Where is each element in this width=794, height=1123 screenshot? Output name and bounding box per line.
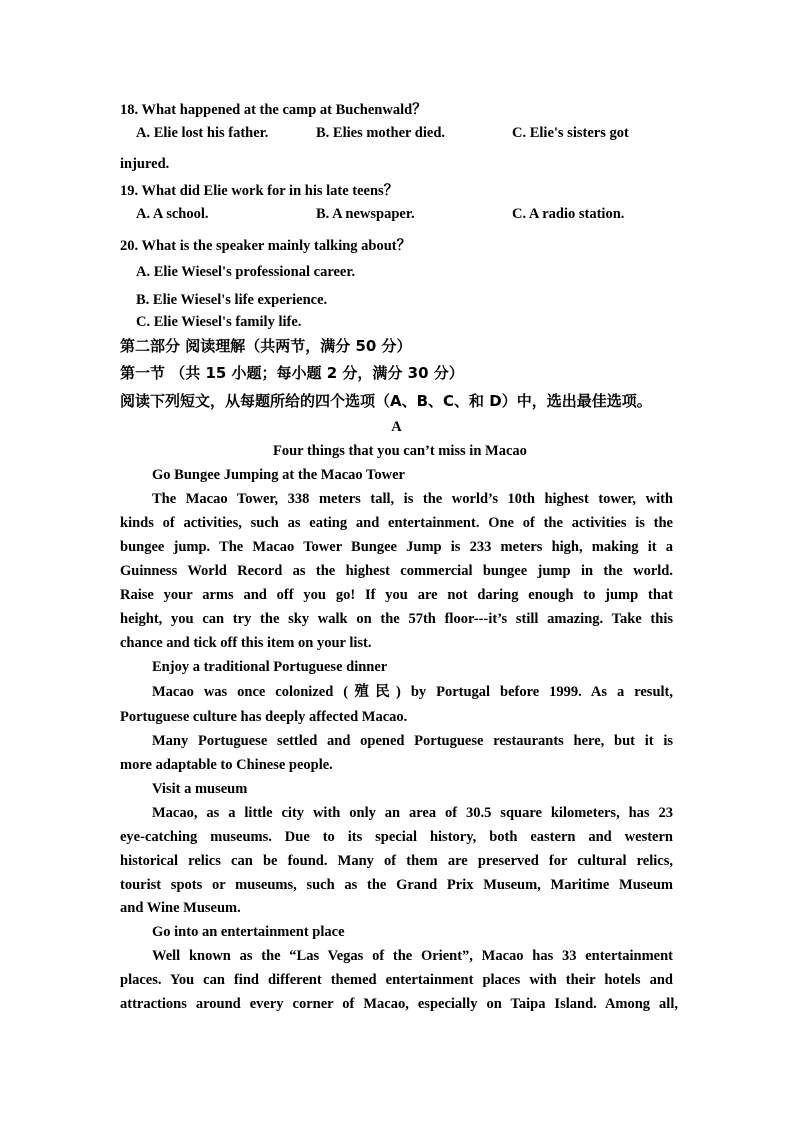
passage-line: Many Portuguese settled and opened Portuguese restaurants here, but it is — [152, 733, 673, 749]
passage-line: The Macao Tower, 338 meters tall, is the world’s 10th highest tower, with — [152, 491, 673, 507]
section-instruction: 阅读下列短文，从每题所给的四个选项（A、B、C、和 D）中，选出最佳选项。 — [120, 392, 652, 410]
passage-line: Guinness World Record as the highest commercial bungee jump in the world. — [120, 563, 673, 579]
question-18-option-c: C. Elie's sisters got — [512, 125, 629, 141]
passage-line: and Wine Museum. — [120, 900, 241, 916]
heading-entertainment: Go into an entertainment place — [152, 924, 345, 940]
passage-line: Well known as the “Las Vegas of the Orient”, Macao has 33 entertainment — [152, 948, 673, 964]
question-19-option-c: C. A radio station. — [512, 206, 625, 222]
question-19-option-a: A. A school. — [136, 206, 209, 222]
heading-dinner: Enjoy a traditional Portuguese dinner — [152, 659, 388, 675]
section-sub-title: 第一节 （共 15 小题；每小题 2 分，满分 30 分） — [120, 364, 464, 382]
passage-line: bungee jump. The Macao Tower Bungee Jump is 233 meters high, making it a — [120, 539, 673, 555]
passage-line: Raise your arms and off you go! If you are not daring enough to jump that — [120, 587, 673, 603]
question-18-option-b: B. Elies mother died. — [316, 125, 446, 141]
passage-line: height, you can try the sky walk on the 57th floor---it’s still amazing. Take this — [120, 611, 673, 627]
question-18-option-c-continuation: injured. — [120, 156, 170, 172]
passage-line: places. You can find different themed entertainment places with their hotels and — [120, 972, 673, 988]
passage-line: Macao was once colonized (殖民) by Portugal before 1999. As a result, — [152, 684, 673, 700]
passage-line: historical relics can be found. Many of them are preserved for cultural relics, — [120, 853, 673, 869]
question-18-stem: 18. What happened at the camp at Buchenwald？ — [120, 102, 427, 118]
passage-line: chance and tick off this item on your list. — [120, 635, 372, 651]
question-20-option-c: C. Elie Wiesel's family life. — [136, 314, 302, 330]
question-20-option-b: B. Elie Wiesel's life experience. — [136, 292, 328, 308]
question-20-stem: 20. What is the speaker mainly talking about？ — [120, 238, 412, 254]
heading-museum: Visit a museum — [152, 781, 248, 797]
question-19-stem: 19. What did Elie work for in his late teens？ — [120, 183, 399, 199]
question-18-option-a: A. Elie lost his father. — [136, 125, 269, 141]
passage-line: tourist spots or museums, such as the Grand Prix Museum, Maritime Museum — [120, 877, 673, 893]
section-part-title: 第二部分 阅读理解（共两节，满分 50 分） — [120, 337, 412, 355]
passage-label: A — [391, 419, 402, 435]
passage-line: Portuguese culture has deeply affected Macao. — [120, 709, 408, 725]
passage-line: attractions around every corner of Macao, especially on Taipa Island. Among all, — [120, 996, 678, 1012]
question-20-option-a: A. Elie Wiesel's professional career. — [136, 264, 356, 280]
passage-line: eye-catching museums. Due to its special history, both eastern and western — [120, 829, 673, 845]
heading-bungee: Go Bungee Jumping at the Macao Tower — [152, 467, 405, 483]
passage-line: kinds of activities, such as eating and entertainment. One of the activities is the — [120, 515, 673, 531]
passage-title: Four things that you can’t miss in Macao — [273, 443, 527, 459]
passage-line: more adaptable to Chinese people. — [120, 757, 333, 773]
passage-line: Macao, as a little city with only an area of 30.5 square kilometers, has 23 — [152, 805, 673, 821]
question-19-option-b: B. A newspaper. — [316, 206, 415, 222]
